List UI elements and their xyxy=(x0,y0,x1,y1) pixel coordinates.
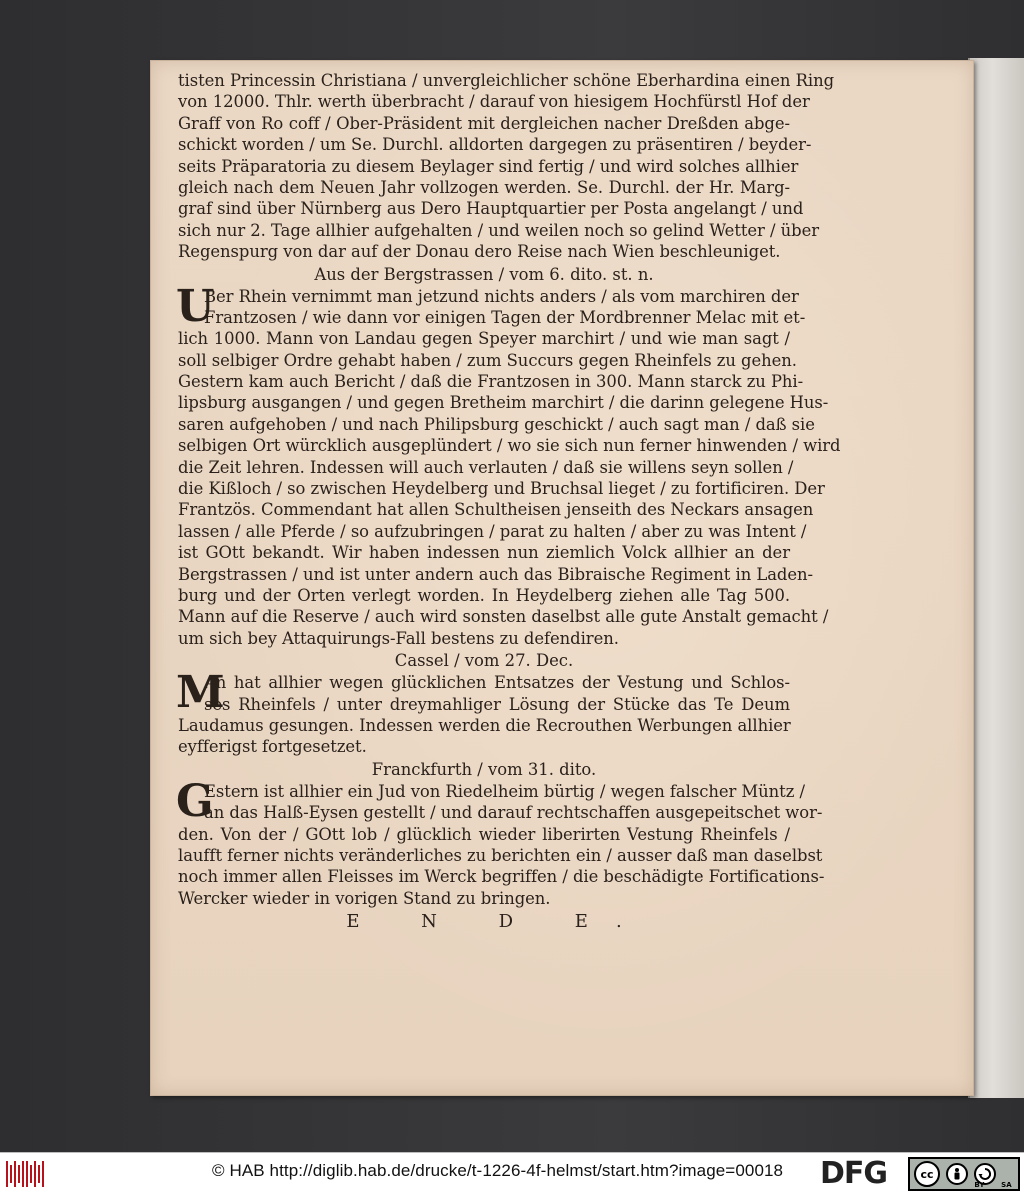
drop-cap: U xyxy=(176,280,215,332)
text-line: den. Von der / GOtt lob / glücklich wieder liberirten Vestung Rheinfels / xyxy=(178,824,790,844)
text-line: ist GOtt bekandt. Wir haben indessen nun ziemlich Volck allhier an der xyxy=(178,543,790,563)
text-line: die Kißloch / so zwischen Heydelberg und Bruchsal lieget / zu fortificiren. Der xyxy=(178,479,825,499)
document-text xyxy=(176,70,841,935)
text-line: Frantzosen / wie dann vor einigen Tagen der Mordbrenner Melac mit et- xyxy=(204,307,806,327)
text-line: selbigen Ort würcklich ausgeplündert / wo sie sich nun ferner hinwenden / wird xyxy=(178,436,841,456)
text-line: um sich bey Attaquirungs-Fall bestens zu defendiren. xyxy=(178,628,619,648)
text-line: gleich nach dem Neuen Jahr vollzogen werden. Se. Durchl. der Hr. Marg- xyxy=(178,177,790,197)
by-label: BY xyxy=(974,1181,985,1189)
section-paragraph xyxy=(176,775,825,909)
text-line: An hat allhier wegen glücklichen Entsatzes der Vestung und Schlos- xyxy=(204,673,790,693)
text-line: ses Rheinfels / unter dreymahliger Lösung der Stücke das Te Deum xyxy=(204,694,790,714)
text-line: die Zeit lehren. Indessen will auch verlauten / daß sie willens seyn sollen / xyxy=(178,457,794,477)
text-line: eyfferigst fortgesetzet. xyxy=(178,737,367,757)
section-paragraph xyxy=(176,280,841,650)
text-line: Bergstrassen / und ist unter andern auch das Bibraische Regiment in Laden- xyxy=(178,564,813,584)
text-line: schickt worden / um Se. Durchl. alldorten dargegen zu präsentiren / beyder- xyxy=(178,135,812,155)
drop-cap: G xyxy=(176,775,214,827)
footer-bar xyxy=(0,1152,1024,1194)
text-line: Graff von Ro coff / Ober-Präsident mit dergleichen nacher Dreßden abge- xyxy=(178,113,790,133)
text-line: lipsburg ausgangen / und gegen Bretheim marchirt / die darinn gelegene Hus- xyxy=(178,393,829,413)
text-line: lassen / alle Pferde / so aufzubringen / parat zu halten / aber zu was Intent / xyxy=(178,521,807,541)
hab-logo-icon xyxy=(6,1161,46,1187)
sa-label: SA xyxy=(1001,1181,1012,1189)
text-line: Wercker wieder in vorigen Stand zu bringen. xyxy=(178,888,551,908)
text-line: soll selbiger Ordre gehabt haben / zum Succurs gegen Rheinfels zu gehen. xyxy=(178,350,797,370)
text-line: saren aufgehoben / und nach Philipsburg geschickt / auch sagt man / daß sie xyxy=(178,414,815,434)
cc-icon: cc xyxy=(914,1161,940,1187)
drop-cap: M xyxy=(176,667,225,719)
text-line: sich nur 2. Tage allhier aufgehalten / und weilen noch so gelind Wetter / über xyxy=(178,220,820,240)
text-line: Ber Rhein vernimmt man jetzund nichts anders / als vom marchiren der xyxy=(204,286,799,306)
citation-link[interactable]: © HAB http://diglib.hab.de/drucke/t-1226-4f-helmst/start.htm?image=00018 xyxy=(212,1161,784,1180)
text-line: Frantzös. Commendant hat allen Schultheisen jenseith des Neckars ansagen xyxy=(178,500,814,520)
text-line: von 12000. Thlr. werth überbracht / darauf von hiesigem Hochfürstl Hof der xyxy=(178,92,810,112)
book-edge xyxy=(968,58,1024,1098)
section-paragraph xyxy=(176,667,791,758)
section-heading: Franckfurth / vom 31. dito. xyxy=(371,759,597,779)
text-line: Estern ist allhier ein Jud von Riedelheim bürtig / wegen falscher Müntz / xyxy=(204,781,805,801)
section-heading: Aus der Bergstrassen / vom 6. dito. st. n. xyxy=(314,264,654,284)
ende-mark: E N D E. xyxy=(346,911,650,933)
text-line: burg und der Orten verlegt worden. In Heydelberg ziehen alle Tag 500. xyxy=(178,585,790,605)
text-line: Laudamus gesungen. Indessen werden die Recrouthen Werbungen allhier xyxy=(178,715,791,735)
text-line: an das Halß-Eysen gestellt / und darauf rechtschaffen ausgepeitschet wor- xyxy=(204,803,823,823)
text-line: Gestern kam auch Bericht / daß die Frantzosen in 300. Mann starck zu Phi- xyxy=(178,372,804,392)
attribution-icon xyxy=(946,1163,968,1185)
cc-license-labels xyxy=(966,1181,1020,1189)
text-line: Regenspurg von dar auf der Donau dero Reise nach Wien beschleuniget. xyxy=(178,242,781,262)
text-line: Mann auf die Reserve / auch wird sonsten daselbst alle gute Anstalt gemacht / xyxy=(178,607,829,627)
text-line: noch immer allen Fleisses im Werck begriffen / die beschädigte Fortifications- xyxy=(178,867,825,887)
intro-paragraph xyxy=(178,70,835,263)
text-line: seits Präparatoria zu diesem Beylager sind fertig / und wird solches allhier xyxy=(178,156,799,176)
text-line: laufft ferner nichts veränderliches zu berichten ein / ausser daß man daselbst xyxy=(178,845,823,865)
share-alike-arrow-icon xyxy=(978,1167,992,1181)
person-icon xyxy=(950,1167,964,1181)
dfg-logo: DFG xyxy=(820,1156,888,1191)
text-line: tisten Princessin Christiana / unvergleichlicher schöne Eberhardina einen Ring xyxy=(178,71,835,90)
section-heading: Cassel / vom 27. Dec. xyxy=(394,651,574,671)
text-line: lich 1000. Mann von Landau gegen Speyer marchirt / und wie man sagt / xyxy=(178,329,790,349)
text-line: graf sind über Nürnberg aus Dero Hauptquartier per Posta angelangt / und xyxy=(178,199,804,219)
